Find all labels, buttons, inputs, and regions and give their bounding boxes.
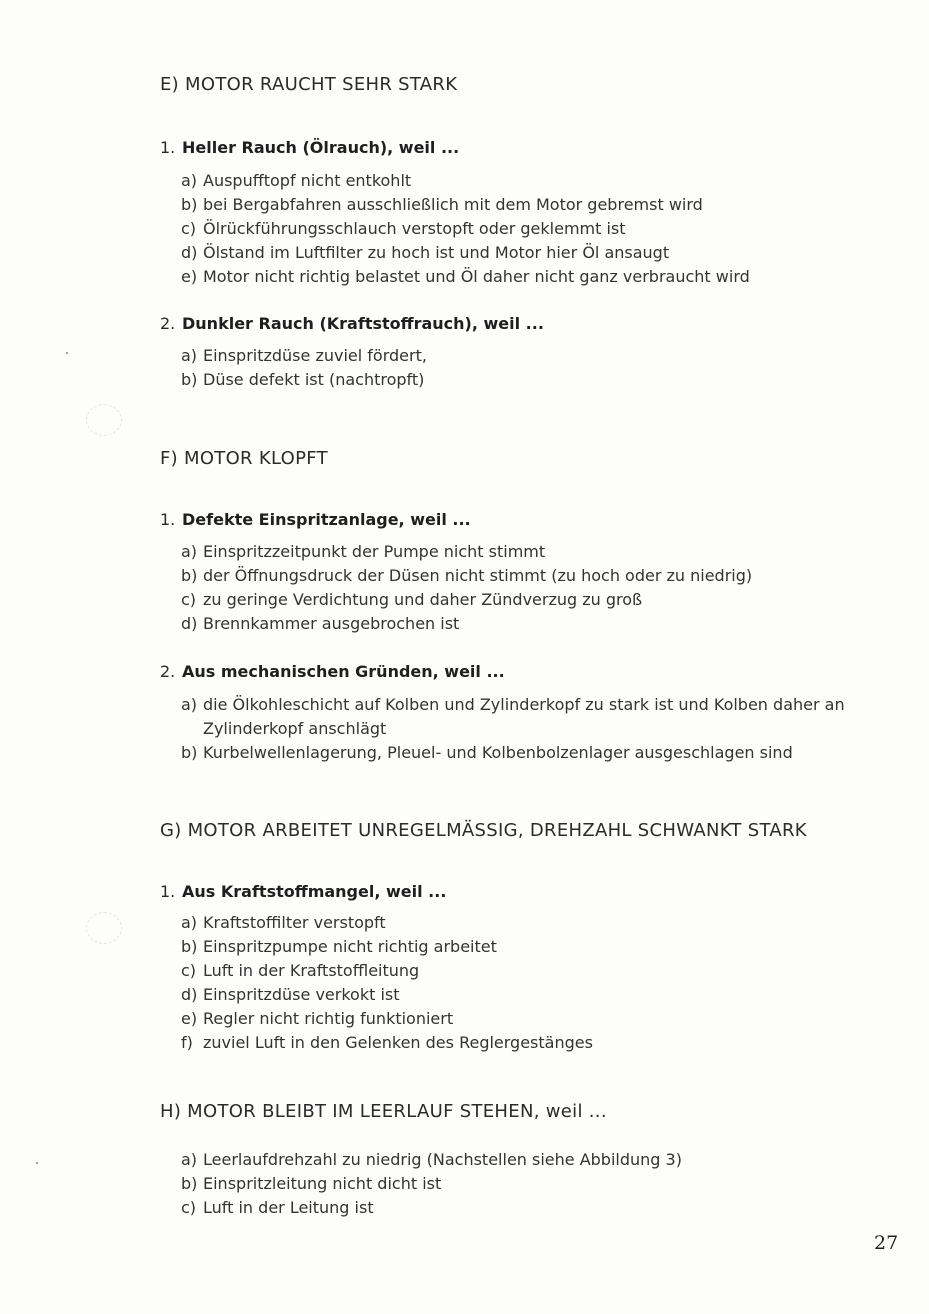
item-list-g1 — [181, 911, 593, 1055]
paper-speck — [36, 1162, 38, 1164]
item-text: Luft in der Kraftstoffleitung — [203, 961, 420, 980]
list-item — [181, 193, 750, 217]
item-text: Brennkammer ausgebrochen ist — [203, 614, 460, 633]
item-label: d) — [181, 985, 198, 1004]
item-text: Regler nicht richtig funktioniert — [203, 1009, 454, 1028]
group-heading-e2 — [160, 314, 544, 333]
list-item — [181, 1148, 682, 1172]
item-text: bei Bergabfahren ausschließlich mit dem Motor gebremst wird — [203, 195, 703, 214]
item-text: Einspritzpumpe nicht richtig arbeitet — [203, 937, 497, 956]
item-list-h — [181, 1148, 682, 1220]
group-heading-f1 — [160, 510, 471, 529]
list-item — [181, 217, 750, 241]
item-label: a) — [181, 913, 198, 932]
section-heading-e: E) MOTOR RAUCHT SEHR STARK — [160, 74, 458, 95]
group-heading-e1 — [160, 138, 459, 157]
item-label: a) — [181, 695, 198, 714]
punch-hole-mark — [86, 912, 122, 944]
item-text: Düse defekt ist (nachtropft) — [203, 370, 425, 389]
item-label: a) — [181, 171, 198, 190]
group-heading-f2 — [160, 662, 505, 681]
group-title: Aus mechanischen Gründen, weil ... — [182, 662, 505, 681]
list-item — [181, 344, 427, 368]
group-title: Dunkler Rauch (Kraftstoffrauch), weil ... — [182, 314, 544, 333]
item-label: c) — [181, 1198, 197, 1217]
list-item — [181, 241, 750, 265]
list-item — [181, 935, 593, 959]
list-item — [181, 612, 752, 636]
item-text: Kraftstoffilter verstopft — [203, 913, 386, 932]
item-list-f2 — [181, 693, 903, 765]
item-text: zu geringe Verdichtung und daher Zündverzug zu groß — [203, 590, 643, 609]
item-label: d) — [181, 614, 198, 633]
item-label: b) — [181, 370, 198, 389]
item-label: e) — [181, 267, 198, 286]
group-heading-g1 — [160, 882, 446, 901]
item-label: d) — [181, 243, 198, 262]
list-item — [181, 540, 752, 564]
item-list-e2 — [181, 344, 427, 392]
list-item — [181, 1007, 593, 1031]
item-text: Kurbelwellenlagerung, Pleuel- und Kolbenbolzenlager ausgeschlagen sind — [203, 743, 793, 762]
section-heading-f: F) MOTOR KLOPFT — [160, 448, 328, 469]
list-item — [181, 741, 903, 765]
item-label: c) — [181, 590, 197, 609]
group-number: 1. — [160, 510, 176, 529]
item-label: a) — [181, 1150, 198, 1169]
item-label: b) — [181, 566, 198, 585]
item-text: Einspritzzeitpunkt der Pumpe nicht stimmt — [203, 542, 546, 561]
item-text: zuviel Luft in den Gelenken des Reglergestänges — [203, 1033, 593, 1052]
item-list-f1 — [181, 540, 752, 636]
list-item — [181, 1196, 682, 1220]
section-heading-g: G) MOTOR ARBEITET UNREGELMÄSSIG, DREHZAHL SCHWANKT STARK — [160, 820, 807, 841]
item-text: Einspritzdüse verkokt ist — [203, 985, 400, 1004]
item-list-e1 — [181, 169, 750, 289]
list-item — [181, 693, 903, 741]
item-label: a) — [181, 346, 198, 365]
item-label: a) — [181, 542, 198, 561]
item-text: Ölrückführungsschlauch verstopft oder geklemmt ist — [203, 219, 626, 238]
group-number: 2. — [160, 662, 176, 681]
group-title: Aus Kraftstoffmangel, weil ... — [182, 882, 447, 901]
item-label: e) — [181, 1009, 198, 1028]
item-text: Motor nicht richtig belastet und Öl daher nicht ganz verbraucht wird — [203, 267, 750, 286]
group-number: 2. — [160, 314, 176, 333]
list-item — [181, 959, 593, 983]
item-text: Einspritzleitung nicht dicht ist — [203, 1174, 442, 1193]
item-label: b) — [181, 1174, 198, 1193]
list-item — [181, 368, 427, 392]
group-title: Defekte Einspritzanlage, weil ... — [182, 510, 471, 529]
item-label: b) — [181, 195, 198, 214]
section-heading-h: H) MOTOR BLEIBT IM LEERLAUF STEHEN, weil ... — [160, 1101, 607, 1122]
item-text: die Ölkohleschicht auf Kolben und Zylinderkopf zu stark ist und Kolben daher an Zylinderkopf anschlägt — [203, 695, 845, 738]
item-text: Ölstand im Luftfilter zu hoch ist und Motor hier Öl ansaugt — [203, 243, 670, 262]
group-number: 1. — [160, 882, 176, 901]
list-item — [181, 983, 593, 1007]
item-label: c) — [181, 961, 197, 980]
list-item — [181, 911, 593, 935]
list-item — [181, 265, 750, 289]
list-item — [181, 564, 752, 588]
item-text: der Öffnungsdruck der Düsen nicht stimmt (zu hoch oder zu niedrig) — [203, 566, 753, 585]
paper-speck — [66, 352, 68, 354]
list-item — [181, 588, 752, 612]
item-text: Luft in der Leitung ist — [203, 1198, 374, 1217]
list-item — [181, 1031, 593, 1055]
group-number: 1. — [160, 138, 176, 157]
item-label: b) — [181, 937, 198, 956]
item-label: b) — [181, 743, 198, 762]
item-text: Auspufftopf nicht entkohlt — [203, 171, 412, 190]
page-number: 27 — [874, 1232, 899, 1254]
group-title: Heller Rauch (Ölrauch), weil ... — [182, 138, 460, 157]
list-item — [181, 169, 750, 193]
item-label: f) — [181, 1033, 193, 1052]
list-item — [181, 1172, 682, 1196]
punch-hole-mark — [86, 404, 122, 436]
item-label: c) — [181, 219, 197, 238]
item-text: Leerlaufdrehzahl zu niedrig (Nachstellen siehe Abbildung 3) — [203, 1150, 682, 1169]
item-text: Einspritzdüse zuviel fördert, — [203, 346, 427, 365]
